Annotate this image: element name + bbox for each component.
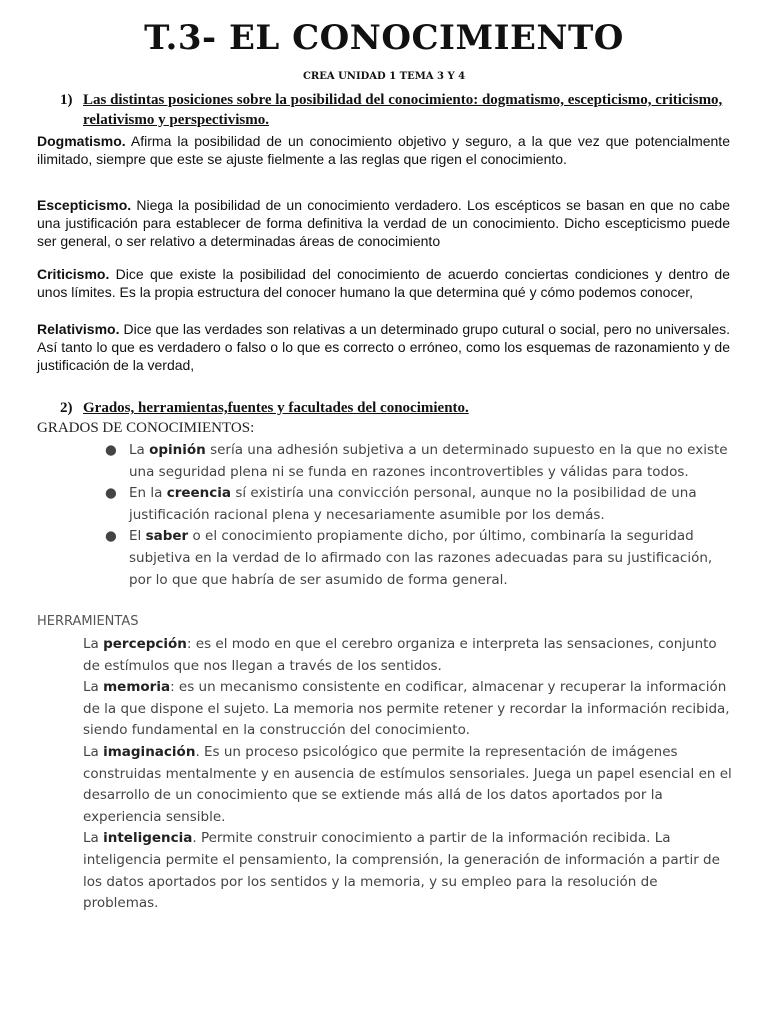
herramienta-term: memoria <box>103 679 171 696</box>
definition-dogmatismo <box>37 132 730 168</box>
section-number: 2) <box>60 400 73 416</box>
grado-term: saber <box>145 528 189 545</box>
section-heading-text: Grados, herramientas,fuentes y facultades del conocimiento. <box>83 400 469 416</box>
definition-escepticismo <box>37 196 730 250</box>
herramientas-list <box>83 634 733 915</box>
definition-term: Dogmatismo. <box>37 133 126 149</box>
herramienta-term: imaginación <box>103 743 196 760</box>
definition-text: Niega la posibilidad de un conocimiento verdadero. Los escépticos se basan en que no cabe una justificación para establecer de forma definitiva la verdad de un conocimiento. Dicho escepticismo puede ser general, o ser relativo a determinadas áreas de conocimiento <box>37 197 730 249</box>
section-2-heading <box>60 398 740 418</box>
definition-relativismo <box>37 320 730 374</box>
grados-label: GRADOS DE CONOCIMIENTOS: <box>37 420 255 436</box>
herramienta-percepcion: La percepción: es el modo en que el cerebro organiza e interpreta las sensaciones, conjunto de estímulos que nos llegan a través de los sentidos. <box>83 636 717 674</box>
page-subtitle: CREA UNIDAD 1 TEMA 3 Y 4 <box>302 71 466 82</box>
section-number: 1) <box>60 92 73 108</box>
page-title: T.3- EL CONOCIMIENTO <box>144 18 624 58</box>
definition-criticismo <box>37 265 730 301</box>
herramienta-memoria: La memoria: es un mecanismo consistente en codificar, almacenar y recuperar la información de la que dispone el sujeto. La memoria nos permite retener y recordar la información recibida, siendo fundamental en la construcción del conocimiento. <box>83 679 730 739</box>
definition-term: Criticismo. <box>37 266 110 282</box>
list-item: ● La opinión sería una adhesión subjetiva a un determinado supuesto en la que no existe una seguridad plena ni se funda en razones incontrovertibles y válidas para todos. <box>105 442 728 480</box>
grado-term: opinión <box>149 442 206 458</box>
herramienta-imaginacion: La imaginación. Es un proceso psicológico que permite la representación de imágenes construidas mentalmente y en ausencia de estímulos sensoriales. Juega un papel esencial en el desarrollo de un conocimiento que se extiende más allá de los datos aportados por la experiencia sensible. <box>83 743 732 825</box>
definition-text: Afirma la posibilidad de un conocimiento objetivo y seguro, a la que vez que potencialmente ilimitado, siempre que este se ajuste fielmente a las reglas que rigen el conocimiento. <box>37 133 730 167</box>
section-heading-text: Las distintas posiciones sobre la posibilidad del conocimiento: dogmatismo, escepticismo, criticismo, relativismo y perspectivismo. <box>83 92 723 128</box>
grados-list <box>105 440 730 591</box>
bullet-icon: ● <box>105 485 117 502</box>
definition-text: Dice que las verdades son relativas a un determinado grupo cutural o social, pero no universales. Así tanto lo que es verdadero o falso o lo que es correcto o erróneo, como los esquemas de razonamiento y de justificación de la verdad, <box>37 321 730 373</box>
herramienta-inteligencia: La inteligencia. Permite construir conocimiento a partir de la información recibida. La inteligencia permite el pensamiento, la comprensión, la generación de información a partir de los datos aportados por los sentidos y la memoria, y su empleo para la resolución de problemas. <box>83 830 720 912</box>
herramienta-term: percepción <box>103 636 187 652</box>
definition-term: Escepticismo. <box>37 197 132 213</box>
grado-term: creencia <box>166 485 232 502</box>
section-1-heading <box>60 90 740 130</box>
list-item: ● El saber o el conocimiento propiamente dicho, por último, combinaría la seguridad subjetiva en la verdad de lo afirmado con las razones adecuadas para su justificación, por lo que que habría de ser asumido de forma general. <box>105 528 713 588</box>
herramienta-term: inteligencia <box>103 830 193 847</box>
definition-term: Relativismo. <box>37 321 120 337</box>
herramientas-label: HERRAMIENTAS <box>37 614 139 629</box>
definition-text: Dice que existe la posibilidad del conocimiento de acuerdo conciertas condiciones y dentro de unos límites. Es la propia estructura del conocer humano la que determina qué y cómo podemos conocer, <box>37 266 730 300</box>
bullet-icon: ● <box>105 528 117 545</box>
bullet-icon: ● <box>105 442 117 458</box>
list-item: ● En la creencia sí existiría una convicción personal, aunque no la posibilidad de una justificación racional plena y necesariamente asumible por los demás. <box>105 485 697 523</box>
